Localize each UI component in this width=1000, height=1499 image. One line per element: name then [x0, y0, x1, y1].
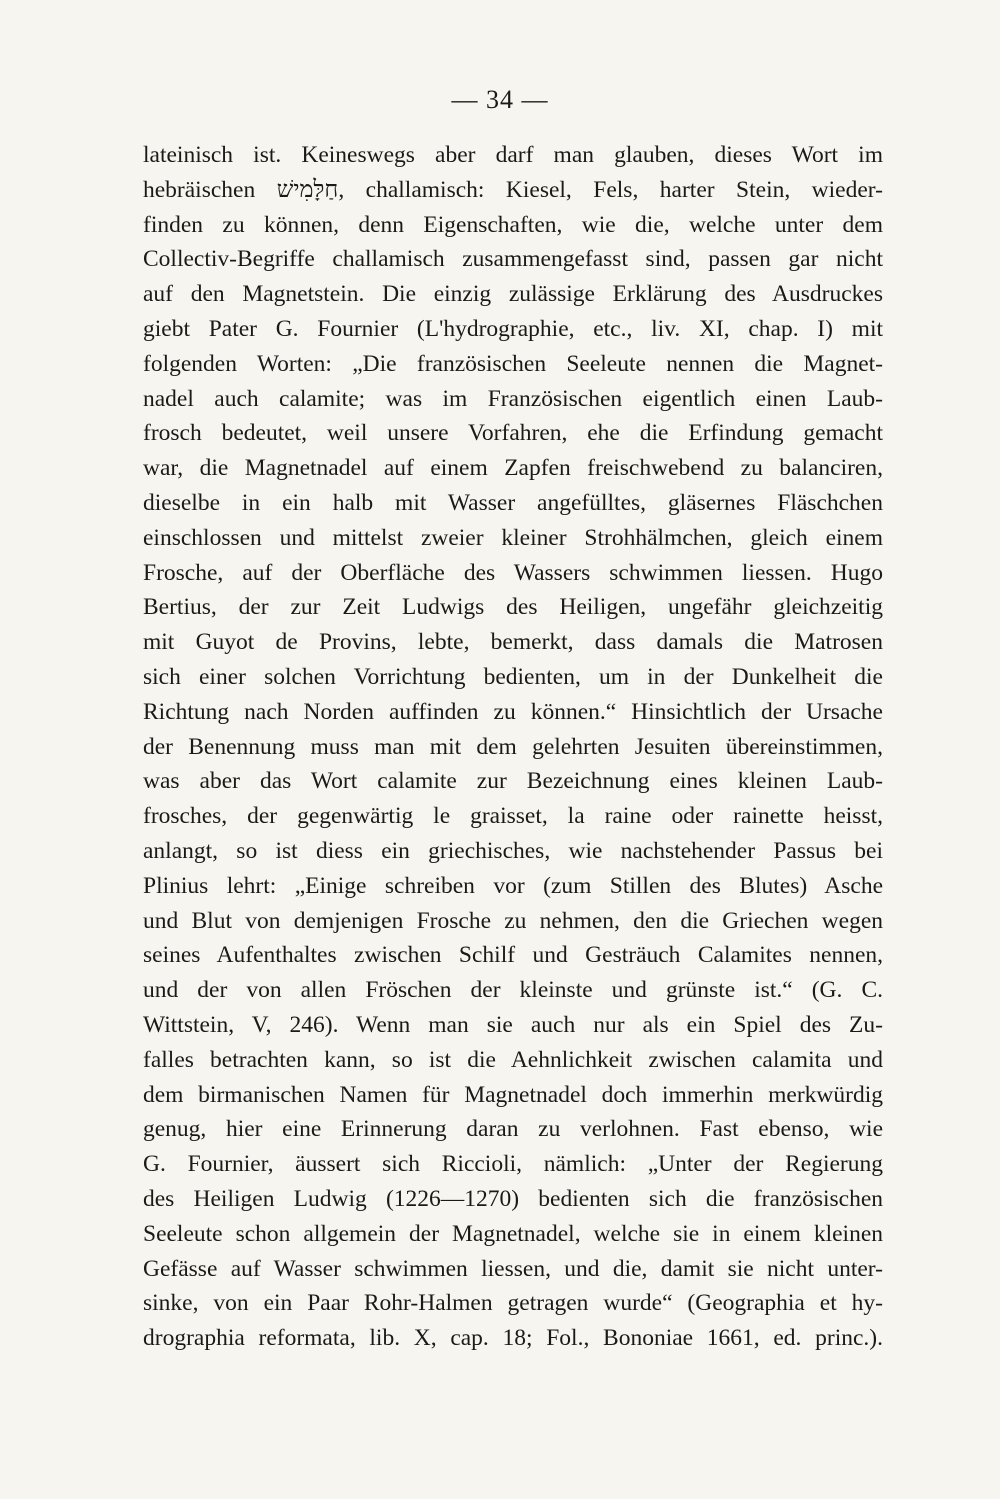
text-line: Seeleute schon allgemein der Magnetnadel, welche sie in einem kleinen [143, 1220, 883, 1247]
text-line: genug, hier eine Erinnerung daran zu verlohnen. Fast ebenso, wie [143, 1116, 883, 1143]
page-number: — 34 — [451, 85, 549, 114]
text-line: Plinius lehrt: „Einige schreiben vor (zum Stillen des Blutes) Asche [143, 872, 883, 899]
text-line: was aber das Wort calamite zur Bezeichnung eines kleinen Laub- [143, 768, 883, 795]
text-line: und Blut von demjenigen Frosche zu nehmen, den die Griechen wegen [143, 907, 883, 934]
text-line: einschlossen und mittelst zweier kleiner Strohhälmchen, gleich einem [143, 524, 883, 551]
text-line: Frosche, auf der Oberfläche des Wassers schwimmen liessen. Hugo [143, 559, 883, 586]
text-line: mit Guyot de Provins, lebte, bemerkt, dass damals die Matrosen [143, 629, 883, 656]
text-line: folgenden Worten: „Die französischen Seeleute nennen die Magnet- [143, 350, 883, 377]
text-line: Collectiv-Begriffe challamisch zusammengefasst sind, passen gar nicht [143, 246, 883, 273]
text-line: G. Fournier, äussert sich Riccioli, nämlich: „Unter der Regierung [143, 1151, 883, 1178]
text-line: seines Aufenthaltes zwischen Schilf und Gesträuch Calamites nennen, [143, 942, 883, 969]
text-line: hebräischen חַלָּמִישׁ, challamisch: Kiesel, Fels, harter Stein, wieder- [143, 176, 883, 203]
text-line: Richtung nach Norden auffinden zu können.“ Hinsichtlich der Ursache [143, 698, 883, 725]
text-line: lateinisch ist. Keineswegs aber darf man glauben, dieses Wort im [143, 142, 883, 168]
text-line: frosches, der gegenwärtig le graisset, la raine oder rainette heisst, [143, 803, 883, 830]
text-line: dieselbe in ein halb mit Wasser angefülltes, gläsernes Fläschchen [143, 489, 883, 516]
text-line: Bertius, der zur Zeit Ludwigs des Heiligen, ungefähr gleichzeitig [143, 594, 883, 621]
text-line: der Benennung muss man mit dem gelehrten Jesuiten übereinstimmen, [143, 733, 883, 760]
text-line: Gefässe auf Wasser schwimmen liessen, und die, damit sie nicht unter- [143, 1255, 883, 1282]
text-line: auf den Magnetstein. Die einzig zulässige Erklärung des Ausdruckes [143, 281, 883, 308]
text-line: sich einer solchen Vorrichtung bedienten, um in der Dunkelheit die [143, 663, 883, 690]
text-line: war, die Magnetnadel auf einem Zapfen freischwebend zu balanciren, [143, 455, 883, 482]
text-line: und der von allen Fröschen der kleinste und grünste ist.“ (G. C. [143, 977, 883, 1004]
text-line: dem birmanischen Namen für Magnetnadel doch immerhin merkwürdig [143, 1081, 883, 1108]
text-line: nadel auch calamite; was im Französischen eigentlich einen Laub- [143, 385, 883, 412]
text-line: des Heiligen Ludwig (1226—1270) bedienten sich die französischen [143, 1185, 883, 1212]
text-line: anlangt, so ist diess ein griechisches, wie nachstehender Passus bei [143, 837, 883, 864]
text-line: finden zu können, denn Eigenschaften, wie die, welche unter dem [143, 211, 883, 238]
text-line: frosch bedeutet, weil unsere Vorfahren, ehe die Erfindung gemacht [143, 420, 883, 447]
text-line: sinke, von ein Paar Rohr-Halmen getragen wurde“ (Geographia et hy- [143, 1290, 883, 1317]
body-text [143, 138, 883, 1356]
text-line: falles betrachten kann, so ist die Aehnlichkeit zwischen calamita und [143, 1046, 883, 1073]
text-line: Wittstein, V, 246). Wenn man sie auch nur als ein Spiel des Zu- [143, 1011, 883, 1038]
text-line: giebt Pater G. Fournier (L'hydrographie, etc., liv. XI, chap. I) mit [143, 315, 883, 342]
text-line: drographia reformata, lib. X, cap. 18; Fol., Bononiae 1661, ed. princ.). [143, 1325, 883, 1352]
